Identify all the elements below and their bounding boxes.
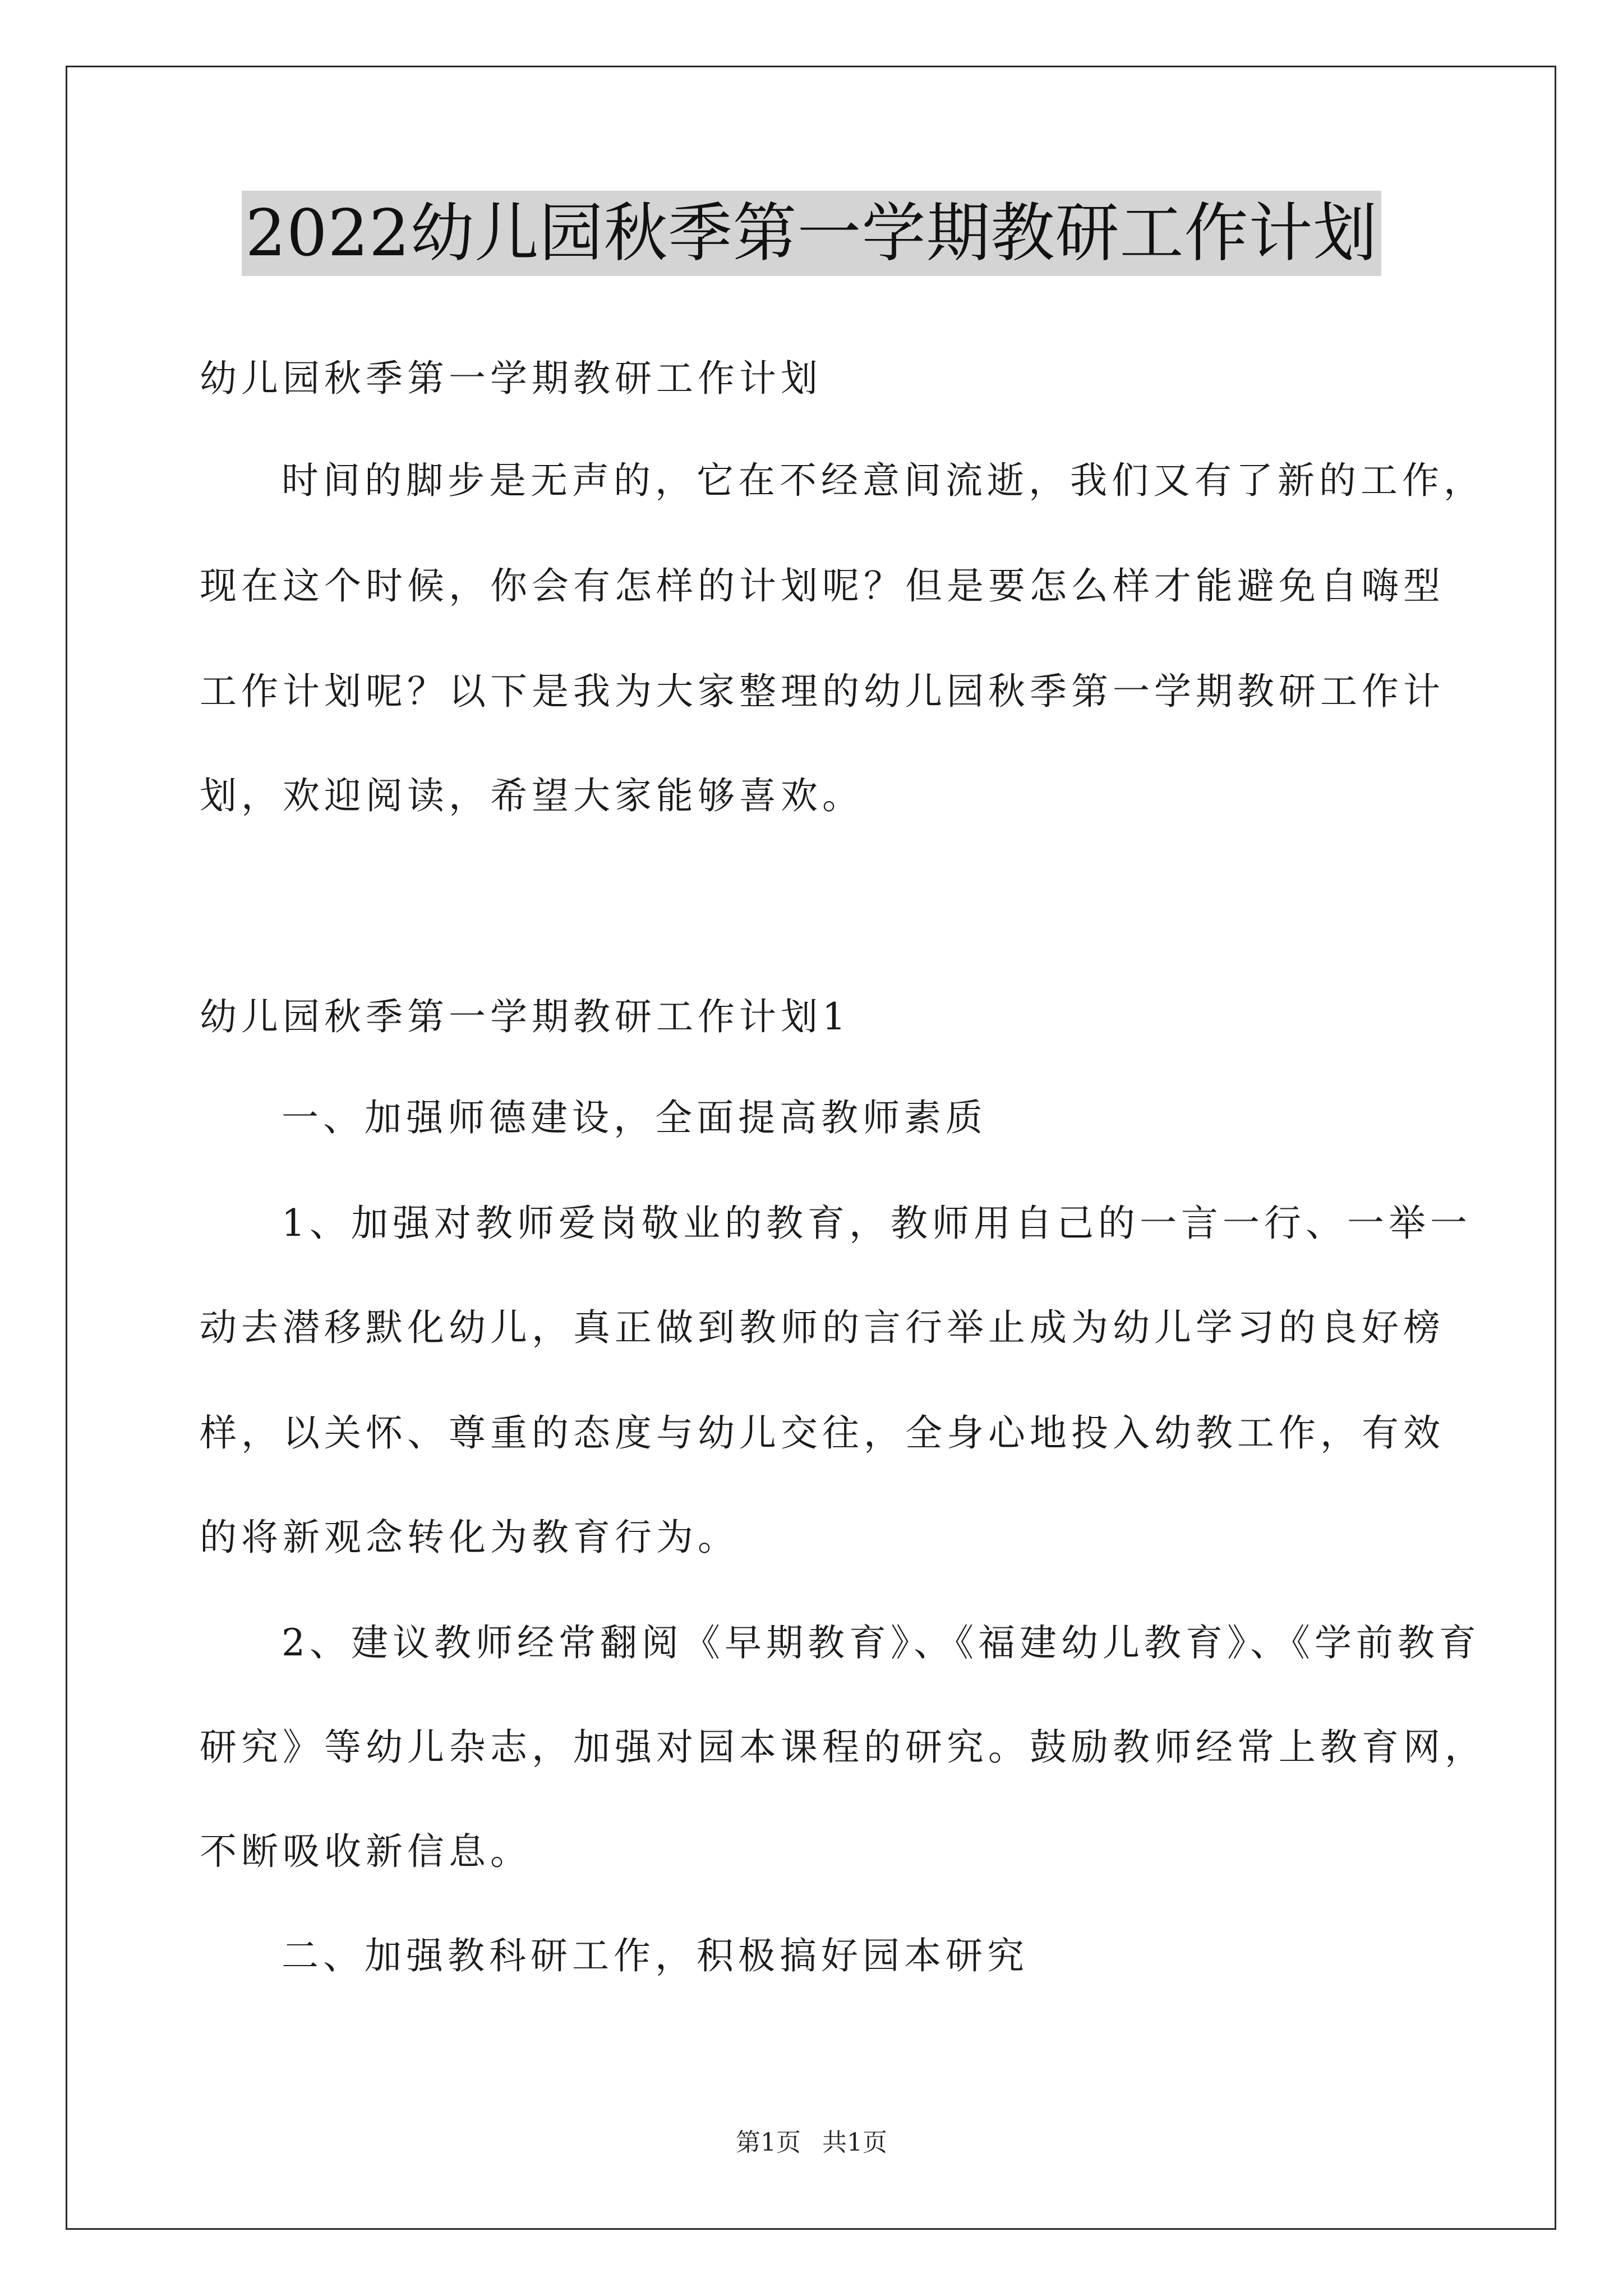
paragraph-line: 划，欢迎阅读，希望大家能够喜欢。 <box>200 774 864 817</box>
paragraph-line: 1、加强对教师爱岗敬业的教育，教师用自己的一言一行、一举一 <box>282 1202 1472 1245</box>
document-title: 2022幼儿园秋季第一学期教研工作计划 <box>242 191 1381 276</box>
heading-line: 一、加强师德建设，全面提高教师素质 <box>282 1096 987 1139</box>
paragraph-line: 样，以关怀、尊重的态度与幼儿交往，全身心地投入幼教工作，有效 <box>200 1411 1445 1455</box>
subtitle-line: 幼儿园秋季第一学期教研工作计划 <box>200 357 822 400</box>
section-title-line: 幼儿园秋季第一学期教研工作计划1 <box>200 995 850 1038</box>
heading-line: 二、加强教科研工作，积极搞好园本研究 <box>282 1934 1029 1977</box>
paragraph-line: 现在这个时候，你会有怎样的计划呢？但是要怎么样才能避免自嗨型 <box>200 564 1445 608</box>
page-number: 第1页 <box>736 2128 801 2157</box>
paragraph-line: 工作计划呢？以下是我为大家整理的幼儿园秋季第一学期教研工作计 <box>200 670 1445 713</box>
paragraph-line: 的将新观念转化为教育行为。 <box>200 1516 739 1559</box>
page-footer <box>0 2126 1623 2160</box>
paragraph-line: 动去潜移默化幼儿，真正做到教师的言行举止成为幼儿学习的良好榜 <box>200 1306 1445 1349</box>
title-block <box>0 191 1623 276</box>
paragraph-line: 时间的脚步是无声的，它在不经意间流逝，我们又有了新的工作， <box>282 459 1485 502</box>
paragraph-line: 研究》等幼儿杂志，加强对园本课程的研究。鼓励教师经常上教育网， <box>200 1726 1486 1769</box>
page-total: 共1页 <box>822 2128 887 2157</box>
paragraph-line: 不断吸收新信息。 <box>200 1830 532 1873</box>
paragraph-line: 2、建议教师经常翻阅《早期教育》、《福建幼儿教育》、《学前教育 <box>282 1621 1481 1664</box>
